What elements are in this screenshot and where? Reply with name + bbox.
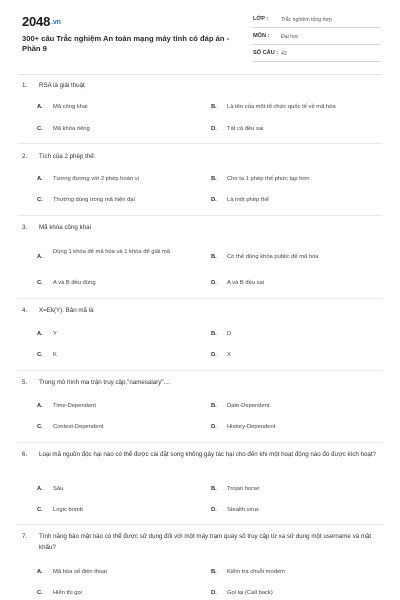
question-text: Trong mô hình ma trận truy cập,"namesalary"....	[39, 379, 171, 386]
option-letter: D.	[211, 280, 217, 286]
question-number: 5.	[22, 379, 28, 386]
option-text: Gọi lại (Call back)	[227, 590, 273, 596]
option-text: Y	[53, 331, 57, 337]
option-letter: C.	[37, 197, 43, 203]
option-letter: B.	[211, 331, 217, 337]
logo-suffix-text: .vn	[51, 19, 61, 27]
meta-value: 43	[281, 51, 287, 57]
option-text: Trojan horse	[227, 486, 260, 492]
header-divider	[18, 74, 382, 75]
option-text: Time-Dependent	[53, 403, 96, 409]
option-letter: C.	[37, 280, 43, 286]
option-text: Dùng 1 khóa để mã hóa và 1 khóa để giải mã	[53, 249, 170, 255]
option-letter: A.	[37, 486, 43, 492]
option-letter: B.	[211, 176, 217, 182]
option-letter: D.	[211, 126, 217, 132]
question-prompt	[22, 151, 382, 162]
option-letter: A.	[37, 254, 43, 260]
question-divider	[18, 215, 382, 216]
meta-label: LỚP :	[253, 16, 269, 22]
option-text: Mã công khai	[53, 104, 88, 110]
option-letter: D.	[211, 424, 217, 430]
option-letter: A.	[37, 176, 43, 182]
question-text: X=Ek(Y). Bản mã là	[39, 307, 94, 314]
question-divider	[18, 370, 382, 371]
document-meta	[253, 14, 381, 65]
option-text: Sâu	[53, 486, 64, 492]
option-text: Tất cả đều sai	[227, 126, 264, 132]
question-prompt	[22, 80, 382, 91]
page-header	[0, 0, 400, 74]
question-number: 7.	[22, 533, 28, 540]
meta-row-subject	[253, 31, 381, 45]
option-text: Là tên của một tổ chức quốc tế về mã hóa	[227, 104, 336, 110]
site-logo[interactable]	[22, 14, 61, 29]
document-title: 300+ câu Trắc nghiệm An toàn mạng máy tính có đáp án - Phần 9	[22, 34, 230, 53]
question-text: Loại mã nguồn độc hại nào có thể được cài đặt song không gây tác hại cho đến khi một hoạt động nào đó được kích hoạt?	[39, 451, 377, 458]
option-text: History-Dependent	[227, 424, 276, 430]
option-text: Thường dùng trong mã hiện đại	[53, 197, 135, 203]
option-letter: B.	[211, 569, 217, 575]
option-text: Có thể dùng khóa public để mã hóa	[227, 254, 319, 260]
option-text: A và B đều sai	[227, 280, 265, 286]
question-prompt	[22, 449, 382, 460]
option-text: Mã khóa riêng	[53, 126, 90, 132]
option-text: X	[227, 352, 231, 358]
option-text: Logic bomb	[53, 507, 83, 513]
question-text: Mã khóa công khai	[39, 224, 91, 231]
option-letter: B.	[211, 254, 217, 260]
option-text: Date-Dependent	[227, 403, 270, 409]
meta-value: Trắc nghiệm tổng hợp	[281, 17, 332, 23]
question-prompt	[22, 377, 382, 388]
option-letter: C.	[37, 590, 43, 596]
option-text: A và B đều đúng	[53, 280, 96, 286]
option-text: Context-Dependent	[53, 424, 104, 430]
question-prompt	[22, 222, 382, 233]
option-letter: B.	[211, 486, 217, 492]
question-text: Tích của 2 phép thế:	[39, 153, 96, 160]
question-divider	[18, 524, 382, 525]
meta-row-question-count	[253, 48, 381, 62]
question-text: RSA là giải thuật	[39, 82, 85, 89]
option-text: Là một phép thế	[227, 197, 269, 203]
question-divider	[18, 442, 382, 443]
option-letter: A.	[37, 403, 43, 409]
question-divider	[18, 298, 382, 299]
meta-row-class	[253, 14, 381, 28]
option-letter: C.	[37, 352, 43, 358]
option-text: Stealth virus	[227, 507, 259, 513]
option-text: Tương đương với 2 phép hoán vị	[53, 176, 139, 182]
option-text: Kiểm tra chuỗi modem	[227, 569, 285, 575]
meta-value: Đại học	[281, 34, 299, 40]
option-letter: C.	[37, 126, 43, 132]
question-number: 1.	[22, 82, 28, 89]
option-letter: D.	[211, 197, 217, 203]
option-letter: A.	[37, 569, 43, 575]
option-text: Mã hóa số điện thoại	[53, 569, 107, 575]
question-number: 6.	[22, 451, 28, 458]
question-prompt	[22, 305, 382, 316]
option-letter: A.	[37, 331, 43, 337]
option-text: Hiển thị gọi	[53, 590, 83, 596]
option-letter: D.	[211, 590, 217, 596]
meta-label: SỐ CÂU :	[253, 50, 279, 56]
option-text: K	[53, 352, 57, 358]
option-letter: C.	[37, 424, 43, 430]
option-letter: C.	[37, 507, 43, 513]
question-divider	[18, 143, 382, 144]
question-number: 4.	[22, 307, 28, 314]
option-text: D	[227, 331, 232, 337]
logo-main-text: 2048	[22, 14, 51, 29]
option-text: Cho ta 1 phép thế phức tạp hơn	[227, 176, 310, 182]
option-letter: B.	[211, 403, 217, 409]
option-letter: D.	[211, 507, 217, 513]
question-text: Tính năng bảo mật nào có thể được sử dụng đối với một máy trạm quay số truy cập từ xa sử dụng một username và mật khẩu?	[39, 533, 372, 551]
question-number: 2.	[22, 153, 28, 160]
option-letter: D.	[211, 352, 217, 358]
question-number: 3.	[22, 224, 28, 231]
meta-label: MÔN :	[253, 33, 270, 39]
question-prompt	[22, 531, 382, 553]
option-letter: A.	[37, 104, 43, 110]
option-letter: B.	[211, 104, 217, 110]
